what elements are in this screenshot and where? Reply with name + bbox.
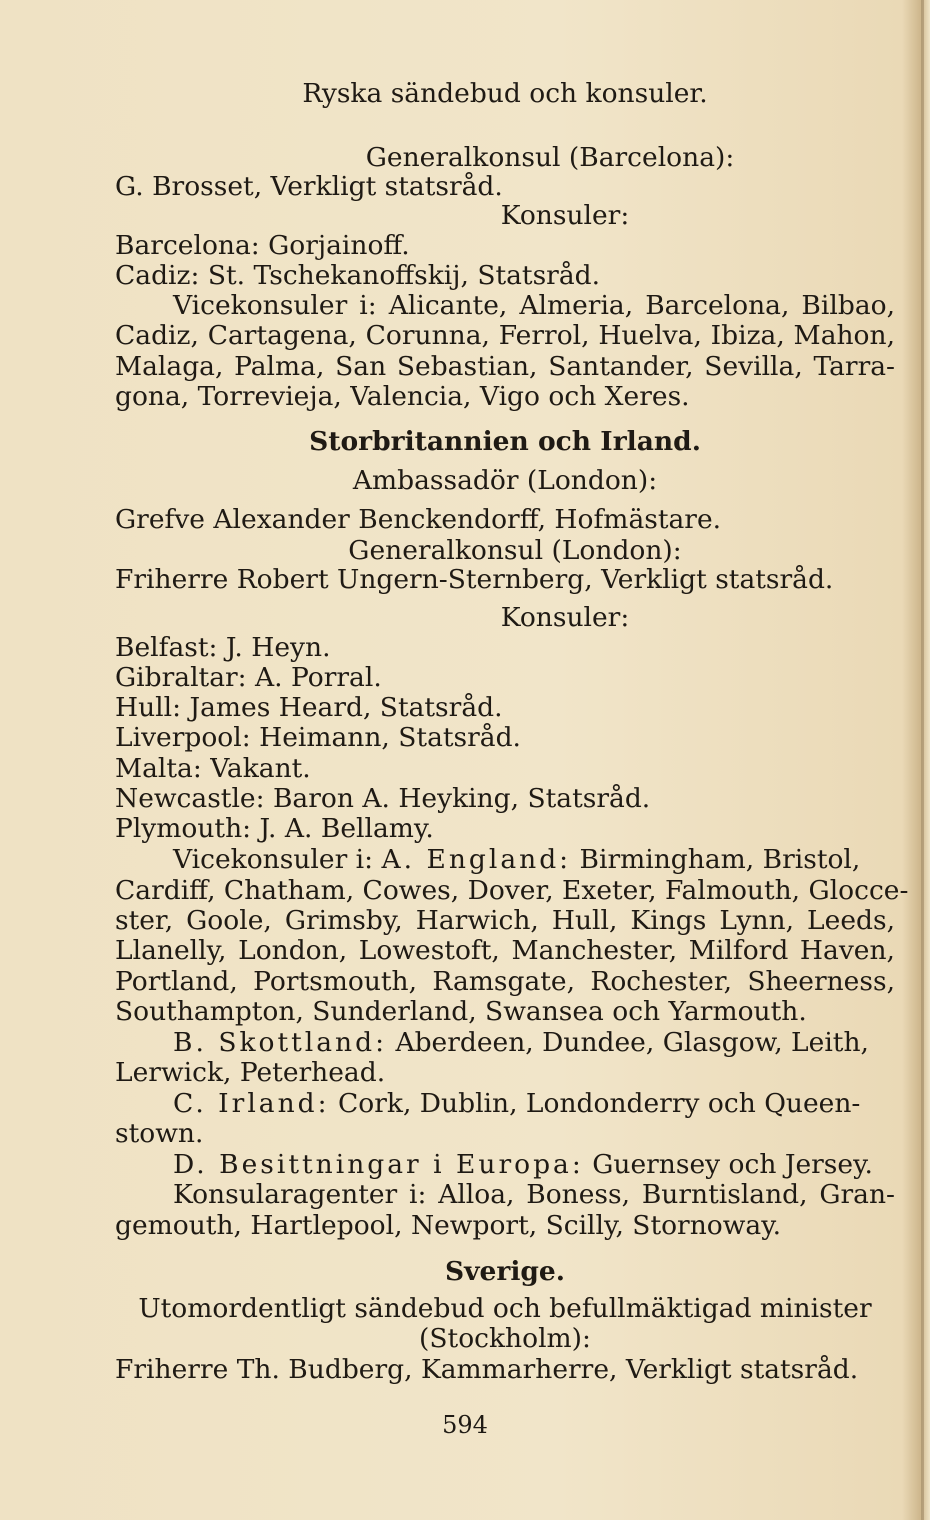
uk-england-line: Portland, Portsmouth, Ramsgate, Rochester, Sheerness, xyxy=(115,966,895,997)
spain-vice-line: gona, Torrevieja, Valencia, Vigo och Xeres. xyxy=(115,381,690,412)
uk-agent-line: Konsularagenter i: Alloa, Boness, Burntisland, Gran- xyxy=(173,1179,895,1210)
uk-ireland-label: C. Irland: xyxy=(173,1088,330,1119)
uk-generalkonsul-heading: Generalkonsul (London): xyxy=(348,535,682,566)
spain-generalkonsul-person: G. Brosset, Verkligt statsråd. xyxy=(115,171,503,202)
spain-consul-barcelona: Barcelona: Gorjainoff. xyxy=(115,230,410,261)
spain-consul-cadiz: Cadiz: St. Tschekanoffskij, Statsråd. xyxy=(115,260,601,291)
uk-scotland-label: B. Skottland: xyxy=(173,1027,388,1058)
uk-consul-entry: Liverpool: Heimann, Statsråd. xyxy=(115,722,521,753)
uk-ireland-rest: Cork, Dublin, Londonderry och Queen- xyxy=(329,1088,861,1119)
spain-generalkonsul-heading: Generalkonsul (Barcelona): xyxy=(365,142,735,173)
spain-vice-line: Cadiz, Cartagena, Corunna, Ferrol, Huelva, Ibiza, Mahon, xyxy=(115,320,895,351)
uk-england-line: Cardiff, Chatham, Cowes, Dover, Exeter, Falmouth, Glocce- xyxy=(115,875,909,906)
uk-vice-prefix: Vicekonsuler i: xyxy=(173,844,382,875)
page-number: 594 xyxy=(442,1411,488,1439)
uk-section-title: Storbritannien och Irland. xyxy=(309,426,701,457)
uk-konsuler-heading: Konsuler: xyxy=(500,602,630,633)
page-edge xyxy=(921,0,924,1520)
uk-scotland-last-line: Lerwick, Peterhead. xyxy=(115,1057,386,1088)
uk-scotland-line xyxy=(173,1028,895,1058)
uk-scotland-rest: Aberdeen, Dundee, Glasgow, Leith, xyxy=(387,1027,869,1058)
running-head: Ryska sändebud och konsuler. xyxy=(302,78,708,109)
uk-consul-entry: Belfast: J. Heyn. xyxy=(115,632,331,663)
uk-consul-entry: Plymouth: J. A. Bellamy. xyxy=(115,813,434,844)
uk-agent-last-line: gemouth, Hartlepool, Newport, Scilly, Stornoway. xyxy=(115,1210,782,1241)
uk-ireland-line xyxy=(173,1089,895,1119)
uk-consul-entry: Newcastle: Baron A. Heyking, Statsråd. xyxy=(115,783,651,814)
uk-possessions-rest: Guernsey och Jersey. xyxy=(583,1149,873,1180)
sweden-minister-heading: Utomordentligt sändebud och befullmäktigad minister xyxy=(138,1293,872,1324)
uk-possessions-line xyxy=(173,1150,895,1180)
sweden-section-title: Sverige. xyxy=(444,1256,566,1287)
spain-konsuler-heading: Konsuler: xyxy=(500,200,630,231)
sweden-minister-person: Friherre Th. Budberg, Kammarherre, Verkligt statsråd. xyxy=(115,1354,859,1385)
uk-england-line: ster, Goole, Grimsby, Harwich, Hull, Kings Lynn, Leeds, xyxy=(115,905,895,936)
uk-consul-entry: Malta: Vakant. xyxy=(115,753,311,784)
uk-vice-england-first-line xyxy=(173,845,895,875)
uk-england-label: A. England: xyxy=(381,844,572,875)
uk-consul-entry: Hull: James Heard, Statsråd. xyxy=(115,692,503,723)
uk-ambassador-person: Grefve Alexander Benckendorff, Hofmästare. xyxy=(115,504,722,535)
spain-vice-line: Vicekonsuler i: Alicante, Almeria, Barcelona, Bilbao, xyxy=(173,290,895,321)
uk-england-last-line: Southampton, Sunderland, Swansea och Yarmouth. xyxy=(115,996,807,1027)
uk-generalkonsul-person: Friherre Robert Ungern-Sternberg, Verkligt statsråd. xyxy=(115,564,834,595)
uk-consul-entry: Gibraltar: A. Porral. xyxy=(115,662,382,693)
sweden-minister-heading-location: (Stockholm): xyxy=(419,1323,591,1354)
uk-ambassador-heading: Ambassadör (London): xyxy=(352,465,658,496)
uk-ireland-last-line: stown. xyxy=(115,1118,204,1149)
spain-vice-line: Malaga, Palma, San Sebastian, Santander, Sevilla, Tarra- xyxy=(115,351,895,382)
uk-possessions-label: D. Besittningar i Europa: xyxy=(173,1149,584,1180)
uk-england-first-rest: Birmingham, Bristol, xyxy=(571,844,861,875)
uk-england-line: Llanelly, London, Lowestoft, Manchester, Milford Haven, xyxy=(115,935,895,966)
